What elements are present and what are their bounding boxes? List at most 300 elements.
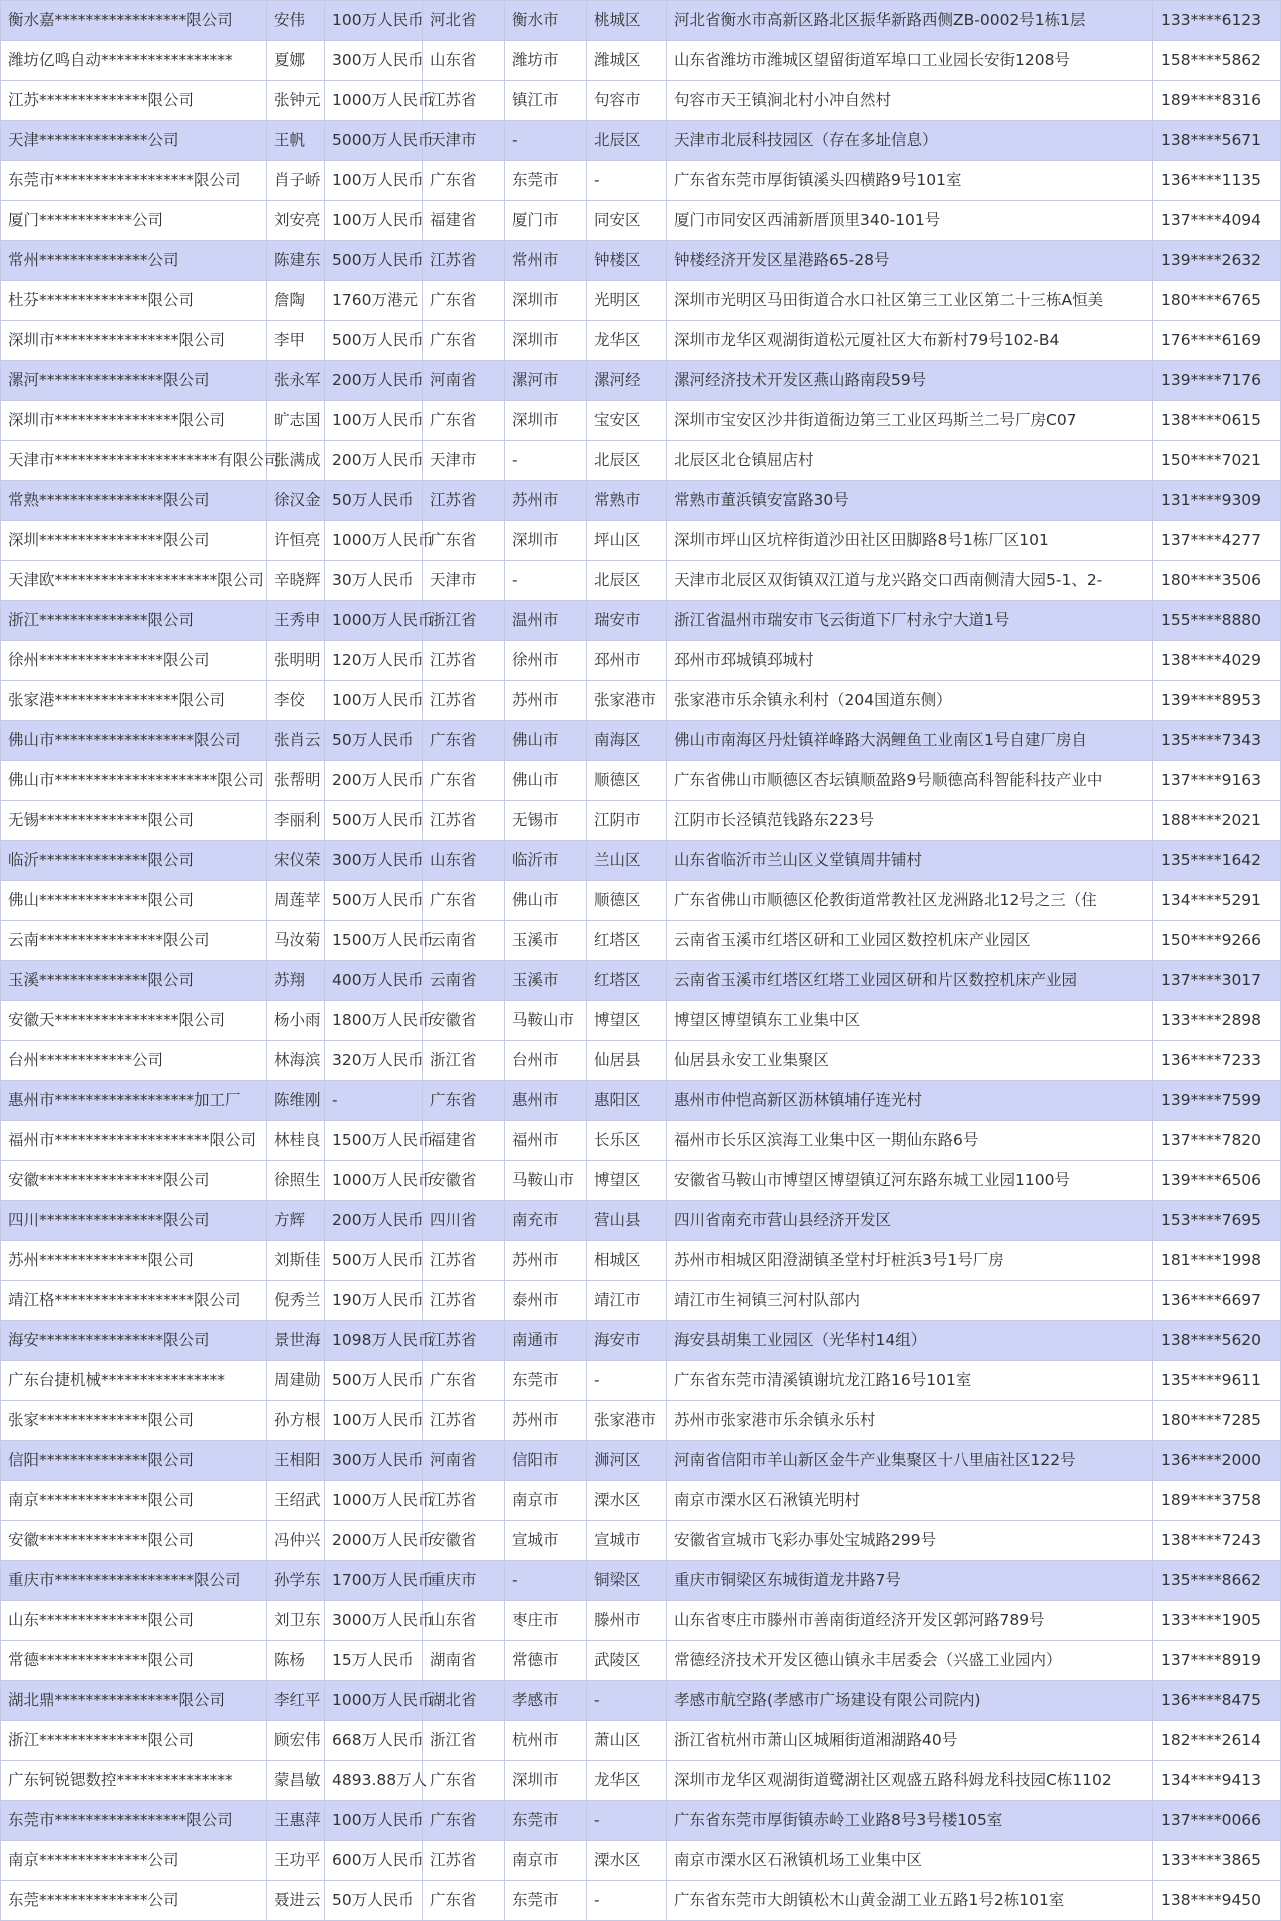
table-row — [1, 961, 1281, 1001]
province-cell: 广东省 — [423, 881, 505, 921]
city-cell: 玉溪市 — [505, 961, 587, 1001]
district-cell: 兰山区 — [587, 841, 667, 881]
legal-person-cell: 李红平 — [267, 1681, 325, 1721]
company-name-cell: 常熟****************限公司 — [1, 481, 267, 521]
province-cell: 重庆市 — [423, 1561, 505, 1601]
company-name-cell: 安徽天****************限公司 — [1, 1001, 267, 1041]
city-cell: 佛山市 — [505, 761, 587, 801]
district-cell: 桃城区 — [587, 1, 667, 41]
district-cell: 漯河经 — [587, 361, 667, 401]
registered-capital-cell: 50万人民币 — [325, 1881, 423, 1921]
table-row — [1, 1881, 1281, 1921]
province-cell: 江苏省 — [423, 1401, 505, 1441]
company-name-cell: 佛山**************限公司 — [1, 881, 267, 921]
company-name-cell: 重庆市******************限公司 — [1, 1561, 267, 1601]
registered-capital-cell: 500万人民币 — [325, 881, 423, 921]
company-name-cell: 天津**************公司 — [1, 121, 267, 161]
district-cell: 博望区 — [587, 1001, 667, 1041]
address-cell: 江阴市长泾镇范钱路东223号 — [667, 801, 1153, 841]
city-cell: 南通市 — [505, 1321, 587, 1361]
table-row — [1, 801, 1281, 841]
registered-capital-cell: 200万人民币 — [325, 761, 423, 801]
address-cell: 山东省潍坊市潍城区望留街道军埠口工业园长安街1208号 — [667, 41, 1153, 81]
legal-person-cell: 徐汉金 — [267, 481, 325, 521]
city-cell: 漯河市 — [505, 361, 587, 401]
district-cell: - — [587, 1881, 667, 1921]
table-row — [1, 121, 1281, 161]
table-row — [1, 1321, 1281, 1361]
address-cell: 靖江市生祠镇三河村队部内 — [667, 1281, 1153, 1321]
legal-person-cell: 蒙昌敏 — [267, 1761, 325, 1801]
district-cell: 海安市 — [587, 1321, 667, 1361]
district-cell: 张家港市 — [587, 1401, 667, 1441]
registered-capital-cell: 5000万人民币 — [325, 121, 423, 161]
district-cell: 张家港市 — [587, 681, 667, 721]
legal-person-cell: 詹陶 — [267, 281, 325, 321]
district-cell: 滕州市 — [587, 1601, 667, 1641]
table-row — [1, 921, 1281, 961]
legal-person-cell: 张满成 — [267, 441, 325, 481]
phone-cell: 176****6169 — [1153, 321, 1281, 361]
company-name-cell: 张家港****************限公司 — [1, 681, 267, 721]
company-name-cell: 广东钶锐锶数控*************** — [1, 1761, 267, 1801]
province-cell: 广东省 — [423, 1081, 505, 1121]
phone-cell: 188****2021 — [1153, 801, 1281, 841]
company-name-cell: 东莞市*****************限公司 — [1, 1801, 267, 1841]
province-cell: 江苏省 — [423, 1241, 505, 1281]
address-cell: 深圳市龙华区观湖街道松元厦社区大布新村79号102-B4 — [667, 321, 1153, 361]
address-cell: 博望区博望镇东工业集中区 — [667, 1001, 1153, 1041]
address-cell: 深圳市宝安区沙井街道衙边第三工业区玛斯兰二号厂房C07 — [667, 401, 1153, 441]
district-cell: 南海区 — [587, 721, 667, 761]
legal-person-cell: 杨小雨 — [267, 1001, 325, 1041]
phone-cell: 137****4094 — [1153, 201, 1281, 241]
province-cell: 山东省 — [423, 41, 505, 81]
province-cell: 广东省 — [423, 1801, 505, 1841]
district-cell: 句容市 — [587, 81, 667, 121]
city-cell: 东莞市 — [505, 161, 587, 201]
legal-person-cell: 李丽利 — [267, 801, 325, 841]
phone-cell: 138****9450 — [1153, 1881, 1281, 1921]
city-cell: 苏州市 — [505, 1401, 587, 1441]
table-row — [1, 1601, 1281, 1641]
company-name-cell: 南京**************限公司 — [1, 1481, 267, 1521]
legal-person-cell: 张帮明 — [267, 761, 325, 801]
legal-person-cell: 苏翔 — [267, 961, 325, 1001]
address-cell: 广东省佛山市顺德区伦教街道常教社区龙洲路北12号之三（住 — [667, 881, 1153, 921]
legal-person-cell: 许恒亮 — [267, 521, 325, 561]
province-cell: 江苏省 — [423, 681, 505, 721]
legal-person-cell: 方辉 — [267, 1201, 325, 1241]
legal-person-cell: 张明明 — [267, 641, 325, 681]
company-name-cell: 张家**************限公司 — [1, 1401, 267, 1441]
company-name-cell: 衡水嘉*****************限公司 — [1, 1, 267, 41]
address-cell: 四川省南充市营山县经济开发区 — [667, 1201, 1153, 1241]
legal-person-cell: 孙方根 — [267, 1401, 325, 1441]
table-row — [1, 481, 1281, 521]
registered-capital-cell: 3000万人民币 — [325, 1601, 423, 1641]
address-cell: 张家港市乐余镇永利村（204国道东侧） — [667, 681, 1153, 721]
registered-capital-cell: 1000万人民币 — [325, 81, 423, 121]
table-row — [1, 361, 1281, 401]
registered-capital-cell: 200万人民币 — [325, 1201, 423, 1241]
registered-capital-cell: 300万人民币 — [325, 841, 423, 881]
city-cell: 深圳市 — [505, 401, 587, 441]
registered-capital-cell: 200万人民币 — [325, 361, 423, 401]
city-cell: 常州市 — [505, 241, 587, 281]
phone-cell: 139****6506 — [1153, 1161, 1281, 1201]
table-row — [1, 1841, 1281, 1881]
city-cell: - — [505, 1561, 587, 1601]
registered-capital-cell: 500万人民币 — [325, 321, 423, 361]
province-cell: 天津市 — [423, 441, 505, 481]
province-cell: 江苏省 — [423, 1481, 505, 1521]
company-name-cell: 湖北鼎****************限公司 — [1, 1681, 267, 1721]
province-cell: 安徽省 — [423, 1521, 505, 1561]
registered-capital-cell: 100万人民币 — [325, 1401, 423, 1441]
district-cell: 龙华区 — [587, 1761, 667, 1801]
company-name-cell: 深圳****************限公司 — [1, 521, 267, 561]
legal-person-cell: 宋仪荣 — [267, 841, 325, 881]
province-cell: 广东省 — [423, 281, 505, 321]
phone-cell: 150****9266 — [1153, 921, 1281, 961]
district-cell: 邳州市 — [587, 641, 667, 681]
district-cell: 博望区 — [587, 1161, 667, 1201]
address-cell: 云南省玉溪市红塔区研和工业园区数控机床产业园区 — [667, 921, 1153, 961]
company-name-cell: 台州************公司 — [1, 1041, 267, 1081]
table-row — [1, 1681, 1281, 1721]
table-row — [1, 201, 1281, 241]
phone-cell: 158****5862 — [1153, 41, 1281, 81]
city-cell: 马鞍山市 — [505, 1161, 587, 1201]
district-cell: 顺德区 — [587, 761, 667, 801]
registered-capital-cell: 100万人民币 — [325, 1, 423, 41]
city-cell: 南充市 — [505, 1201, 587, 1241]
company-name-cell: 南京**************公司 — [1, 1841, 267, 1881]
registered-capital-cell: 100万人民币 — [325, 681, 423, 721]
address-cell: 常德经济技术开发区德山镇永丰居委会（兴盛工业园内） — [667, 1641, 1153, 1681]
registered-capital-cell: 1000万人民币 — [325, 521, 423, 561]
registered-capital-cell: 300万人民币 — [325, 41, 423, 81]
address-cell: 广东省佛山市顺德区杏坛镇顺盈路9号顺德高科智能科技产业中 — [667, 761, 1153, 801]
address-cell: 天津市北辰区双街镇双江道与龙兴路交口西南侧清大园5-1、2- — [667, 561, 1153, 601]
phone-cell: 182****2614 — [1153, 1721, 1281, 1761]
company-name-cell: 佛山市*********************限公司 — [1, 761, 267, 801]
registered-capital-cell: 30万人民币 — [325, 561, 423, 601]
address-cell: 漯河经济技术开发区燕山路南段59号 — [667, 361, 1153, 401]
district-cell: 同安区 — [587, 201, 667, 241]
registered-capital-cell: 1500万人民币 — [325, 1121, 423, 1161]
phone-cell: 139****2632 — [1153, 241, 1281, 281]
district-cell: 武陵区 — [587, 1641, 667, 1681]
address-cell: 惠州市仲恺高新区沥林镇埔仔连光村 — [667, 1081, 1153, 1121]
table-row — [1, 1441, 1281, 1481]
province-cell: 天津市 — [423, 121, 505, 161]
province-cell: 河北省 — [423, 1, 505, 41]
city-cell: 南京市 — [505, 1841, 587, 1881]
district-cell: 江阴市 — [587, 801, 667, 841]
district-cell: 长乐区 — [587, 1121, 667, 1161]
legal-person-cell: 徐照生 — [267, 1161, 325, 1201]
city-cell: 厦门市 — [505, 201, 587, 241]
province-cell: 广东省 — [423, 761, 505, 801]
city-cell: 苏州市 — [505, 1241, 587, 1281]
district-cell: 萧山区 — [587, 1721, 667, 1761]
company-name-cell: 广东台捷机械**************** — [1, 1361, 267, 1401]
legal-person-cell: 王功平 — [267, 1841, 325, 1881]
company-name-cell: 东莞**************公司 — [1, 1881, 267, 1921]
phone-cell: 138****7243 — [1153, 1521, 1281, 1561]
city-cell: 杭州市 — [505, 1721, 587, 1761]
phone-cell: 189****3758 — [1153, 1481, 1281, 1521]
city-cell: 泰州市 — [505, 1281, 587, 1321]
city-cell: 深圳市 — [505, 1761, 587, 1801]
legal-person-cell: 刘安亮 — [267, 201, 325, 241]
address-cell: 厦门市同安区西浦新厝顶里340-101号 — [667, 201, 1153, 241]
legal-person-cell: 夏娜 — [267, 41, 325, 81]
phone-cell: 137****0066 — [1153, 1801, 1281, 1841]
province-cell: 云南省 — [423, 921, 505, 961]
address-cell: 安徽省宣城市飞彩办事处宝城路299号 — [667, 1521, 1153, 1561]
table-row — [1, 1801, 1281, 1841]
phone-cell: 155****8880 — [1153, 601, 1281, 641]
legal-person-cell: 陈杨 — [267, 1641, 325, 1681]
city-cell: 台州市 — [505, 1041, 587, 1081]
city-cell: 马鞍山市 — [505, 1001, 587, 1041]
company-name-cell: 深圳市****************限公司 — [1, 321, 267, 361]
table-row — [1, 401, 1281, 441]
company-name-cell: 杜芬**************限公司 — [1, 281, 267, 321]
table-row — [1, 81, 1281, 121]
company-name-cell: 山东**************限公司 — [1, 1601, 267, 1641]
district-cell: 坪山区 — [587, 521, 667, 561]
legal-person-cell: 聂进云 — [267, 1881, 325, 1921]
registered-capital-cell: 200万人民币 — [325, 441, 423, 481]
address-cell: 孝感市航空路(孝感市广场建设有限公司院内) — [667, 1681, 1153, 1721]
district-cell: 龙华区 — [587, 321, 667, 361]
legal-person-cell: 张肖云 — [267, 721, 325, 761]
province-cell: 江苏省 — [423, 481, 505, 521]
province-cell: 广东省 — [423, 721, 505, 761]
city-cell: 孝感市 — [505, 1681, 587, 1721]
table-row — [1, 601, 1281, 641]
legal-person-cell: 王秀申 — [267, 601, 325, 641]
legal-person-cell: 刘斯佳 — [267, 1241, 325, 1281]
city-cell: 深圳市 — [505, 521, 587, 561]
table-row — [1, 1401, 1281, 1441]
district-cell: - — [587, 1681, 667, 1721]
legal-person-cell: 顾宏伟 — [267, 1721, 325, 1761]
legal-person-cell: 陈建东 — [267, 241, 325, 281]
city-cell: 潍坊市 — [505, 41, 587, 81]
registered-capital-cell: 2000万人民币 — [325, 1521, 423, 1561]
table-row — [1, 761, 1281, 801]
table-body — [1, 1, 1281, 1921]
table-row — [1, 1, 1281, 41]
legal-person-cell: 王绍武 — [267, 1481, 325, 1521]
phone-cell: 180****3506 — [1153, 561, 1281, 601]
phone-cell: 137****7820 — [1153, 1121, 1281, 1161]
city-cell: 深圳市 — [505, 321, 587, 361]
district-cell: 红塔区 — [587, 961, 667, 1001]
legal-person-cell: 刘卫东 — [267, 1601, 325, 1641]
province-cell: 山东省 — [423, 1601, 505, 1641]
address-cell: 浙江省温州市瑞安市飞云街道下厂村永宁大道1号 — [667, 601, 1153, 641]
district-cell: 铜梁区 — [587, 1561, 667, 1601]
address-cell: 深圳市坪山区坑梓街道沙田社区田脚路8号1栋厂区101 — [667, 521, 1153, 561]
province-cell: 河南省 — [423, 1441, 505, 1481]
company-name-cell: 临沂**************限公司 — [1, 841, 267, 881]
province-cell: 湖南省 — [423, 1641, 505, 1681]
legal-person-cell: 马汝菊 — [267, 921, 325, 961]
registered-capital-cell: 500万人民币 — [325, 801, 423, 841]
city-cell: 玉溪市 — [505, 921, 587, 961]
district-cell: - — [587, 1801, 667, 1841]
phone-cell: 135****7343 — [1153, 721, 1281, 761]
registered-capital-cell: 500万人民币 — [325, 241, 423, 281]
company-name-cell: 常州**************公司 — [1, 241, 267, 281]
registered-capital-cell: 1000万人民币 — [325, 1481, 423, 1521]
province-cell: 天津市 — [423, 561, 505, 601]
address-cell: 深圳市光明区马田街道合水口社区第三工业区第二十三栋A恒美 — [667, 281, 1153, 321]
table-row — [1, 1241, 1281, 1281]
registered-capital-cell: 1500万人民币 — [325, 921, 423, 961]
legal-person-cell: 周莲苹 — [267, 881, 325, 921]
city-cell: - — [505, 561, 587, 601]
city-cell: 衡水市 — [505, 1, 587, 41]
registered-capital-cell: 100万人民币 — [325, 201, 423, 241]
table-row — [1, 281, 1281, 321]
province-cell: 福建省 — [423, 1121, 505, 1161]
table-row — [1, 1361, 1281, 1401]
table-row — [1, 641, 1281, 681]
registered-capital-cell: 1098万人民币 — [325, 1321, 423, 1361]
company-name-cell: 浙江**************限公司 — [1, 601, 267, 641]
table-row — [1, 1761, 1281, 1801]
phone-cell: 153****7695 — [1153, 1201, 1281, 1241]
address-cell: 广东省东莞市清溪镇谢坑龙江路16号101室 — [667, 1361, 1153, 1401]
registered-capital-cell: 320万人民币 — [325, 1041, 423, 1081]
table-row — [1, 1001, 1281, 1041]
district-cell: 北辰区 — [587, 561, 667, 601]
company-name-cell: 无锡**************限公司 — [1, 801, 267, 841]
legal-person-cell: 安伟 — [267, 1, 325, 41]
company-name-cell: 徐州****************限公司 — [1, 641, 267, 681]
phone-cell: 136****2000 — [1153, 1441, 1281, 1481]
company-name-cell: 浙江**************限公司 — [1, 1721, 267, 1761]
district-cell: 光明区 — [587, 281, 667, 321]
table-row — [1, 561, 1281, 601]
phone-cell: 136****1135 — [1153, 161, 1281, 201]
company-name-cell: 云南****************限公司 — [1, 921, 267, 961]
company-name-cell: 安徽****************限公司 — [1, 1161, 267, 1201]
table-row — [1, 1121, 1281, 1161]
phone-cell: 137****8919 — [1153, 1641, 1281, 1681]
district-cell: 仙居县 — [587, 1041, 667, 1081]
legal-person-cell: 王相阳 — [267, 1441, 325, 1481]
district-cell: 潍城区 — [587, 41, 667, 81]
city-cell: 徐州市 — [505, 641, 587, 681]
table-row — [1, 1041, 1281, 1081]
district-cell: 红塔区 — [587, 921, 667, 961]
phone-cell: 180****6765 — [1153, 281, 1281, 321]
phone-cell: 133****6123 — [1153, 1, 1281, 41]
city-cell: 苏州市 — [505, 681, 587, 721]
province-cell: 山东省 — [423, 841, 505, 881]
company-name-cell: 常德**************限公司 — [1, 1641, 267, 1681]
legal-person-cell: 林海滨 — [267, 1041, 325, 1081]
table-row — [1, 1721, 1281, 1761]
city-cell: 苏州市 — [505, 481, 587, 521]
company-name-cell: 信阳**************限公司 — [1, 1441, 267, 1481]
registered-capital-cell: 4893.88万人 — [325, 1761, 423, 1801]
district-cell: 北辰区 — [587, 441, 667, 481]
city-cell: 临沂市 — [505, 841, 587, 881]
phone-cell: 189****8316 — [1153, 81, 1281, 121]
legal-person-cell: 景世海 — [267, 1321, 325, 1361]
address-cell: 邳州市邳城镇邳城村 — [667, 641, 1153, 681]
province-cell: 江苏省 — [423, 1841, 505, 1881]
registered-capital-cell: 100万人民币 — [325, 1801, 423, 1841]
legal-person-cell: 张永军 — [267, 361, 325, 401]
phone-cell: 133****3865 — [1153, 1841, 1281, 1881]
district-cell: 宣城市 — [587, 1521, 667, 1561]
registered-capital-cell: 190万人民币 — [325, 1281, 423, 1321]
district-cell: 营山县 — [587, 1201, 667, 1241]
city-cell: 温州市 — [505, 601, 587, 641]
city-cell: 枣庄市 — [505, 1601, 587, 1641]
registered-capital-cell: 1700万人民币 — [325, 1561, 423, 1601]
province-cell: 河南省 — [423, 361, 505, 401]
city-cell: 惠州市 — [505, 1081, 587, 1121]
province-cell: 江苏省 — [423, 241, 505, 281]
district-cell: 常熟市 — [587, 481, 667, 521]
company-name-cell: 天津欧*********************限公司 — [1, 561, 267, 601]
district-cell: 溧水区 — [587, 1841, 667, 1881]
district-cell: 北辰区 — [587, 121, 667, 161]
phone-cell: 136****7233 — [1153, 1041, 1281, 1081]
company-name-cell: 潍坊亿鸣自动***************** — [1, 41, 267, 81]
registered-capital-cell: 100万人民币 — [325, 161, 423, 201]
company-name-cell: 靖江格******************限公司 — [1, 1281, 267, 1321]
table-row — [1, 1281, 1281, 1321]
legal-person-cell: 倪秀兰 — [267, 1281, 325, 1321]
table-row — [1, 881, 1281, 921]
address-cell: 钟楼经济开发区星港路65-28号 — [667, 241, 1153, 281]
registered-capital-cell: 1000万人民币 — [325, 1161, 423, 1201]
table-row — [1, 241, 1281, 281]
table-row — [1, 1201, 1281, 1241]
table-row — [1, 1081, 1281, 1121]
registered-capital-cell: 500万人民币 — [325, 1361, 423, 1401]
legal-person-cell: 王帆 — [267, 121, 325, 161]
province-cell: 江苏省 — [423, 81, 505, 121]
city-cell: 福州市 — [505, 1121, 587, 1161]
province-cell: 广东省 — [423, 161, 505, 201]
registered-capital-cell: 15万人民币 — [325, 1641, 423, 1681]
province-cell: 浙江省 — [423, 601, 505, 641]
phone-cell: 136****6697 — [1153, 1281, 1281, 1321]
table-row — [1, 1641, 1281, 1681]
province-cell: 广东省 — [423, 521, 505, 561]
phone-cell: 136****8475 — [1153, 1681, 1281, 1721]
city-cell: 东莞市 — [505, 1881, 587, 1921]
phone-cell: 137****9163 — [1153, 761, 1281, 801]
district-cell: - — [587, 1361, 667, 1401]
address-cell: 重庆市铜梁区东城街道龙井路7号 — [667, 1561, 1153, 1601]
legal-person-cell: 李甲 — [267, 321, 325, 361]
province-cell: 安徽省 — [423, 1161, 505, 1201]
